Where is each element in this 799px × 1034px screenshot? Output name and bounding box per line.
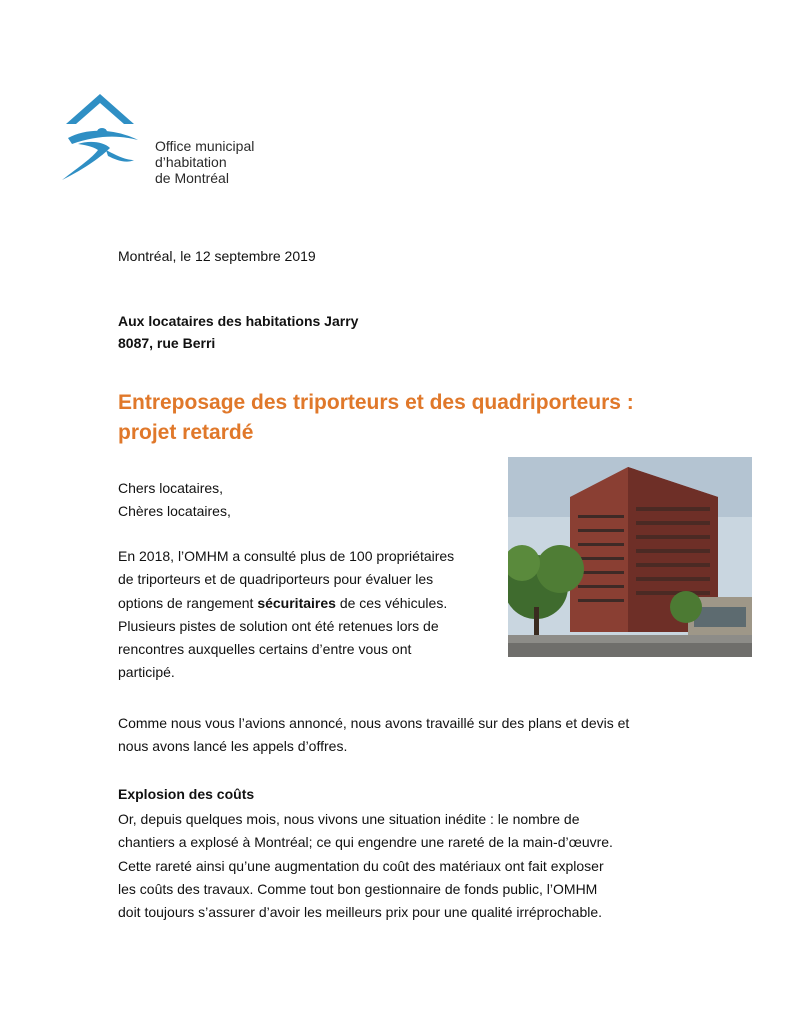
- para1-line-3-post: de ces véhicules.: [335, 594, 448, 611]
- para1-line-2: de triporteurs et de quadriporteurs pour évaluer les: [118, 571, 434, 588]
- para3-line-2: chantiers a explosé à Montréal; ce qui engendre une rareté de la main-d’œuvre.: [118, 834, 613, 851]
- omhm-house-icon: [58, 88, 154, 184]
- para1-line-3-pre: options de rangement: [118, 594, 258, 611]
- paragraph-plans: [118, 712, 698, 759]
- section-title-costs: Explosion des coûts: [118, 786, 255, 802]
- para1-line-5: rencontres auxquelles certains d’entre vous ont: [118, 641, 412, 658]
- logo-wordmark: [155, 138, 254, 186]
- para2-line-1: Comme nous vous l’avions annoncé, nous avons travaillé sur des plans et devis et: [118, 715, 630, 731]
- headline-line-2: projet retardé: [118, 421, 254, 444]
- letter-date: Montréal, le 12 septembre 2019: [118, 248, 316, 264]
- para1-line-4: Plusieurs pistes de solution ont été retenues lors de: [118, 617, 439, 634]
- omhm-logo: [58, 88, 268, 188]
- logo-line-2: d’habitation: [155, 154, 227, 170]
- para1-line-1: En 2018, l’OMHM a consulté plus de 100 propriétaires: [118, 548, 455, 564]
- para3-line-3: Cette rareté ainsi qu’une augmentation du coût des matériaux ont fait exploser: [118, 857, 604, 874]
- recipient-line-2: 8087, rue Berri: [118, 335, 216, 351]
- recipient-line-1: Aux locataires des habitations Jarry: [118, 313, 359, 329]
- salutation: [118, 477, 231, 524]
- logo-line-3: de Montréal: [155, 170, 229, 186]
- paragraph-costs: [118, 808, 698, 924]
- para2-line-2: nous avons lancé les appels d’offres.: [118, 738, 348, 755]
- headline-line-1: Entreposage des triporteurs et des quadriporteurs :: [118, 391, 634, 414]
- para1-line-3: [118, 592, 498, 615]
- para3-line-5: doit toujours s’assurer d’avoir les meilleurs prix pour une qualité irréprochable.: [118, 904, 603, 921]
- headline: [118, 388, 718, 448]
- para3-line-1: Or, depuis quelques mois, nous vivons une situation inédite : le nombre de: [118, 811, 580, 827]
- para1-bold-word: sécuritaires: [257, 594, 336, 611]
- logo-line-1: Office municipal: [155, 138, 255, 154]
- recipient-block: [118, 310, 358, 354]
- paragraph-consultation: [118, 545, 498, 685]
- para3-line-4: les coûts des travaux. Comme tout bon gestionnaire de fonds public, l’OMHM: [118, 880, 598, 897]
- para1-line-6: participé.: [118, 664, 175, 681]
- building-photo: [508, 457, 752, 657]
- salutation-line-1: Chers locataires,: [118, 480, 224, 496]
- salutation-line-2: Chères locataires,: [118, 503, 231, 520]
